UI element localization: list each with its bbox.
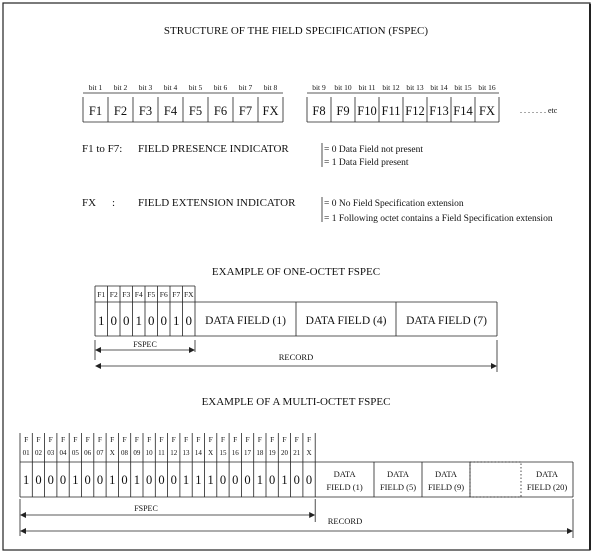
one-bit-value: 1: [98, 313, 105, 328]
field-cell-label: F6: [213, 104, 228, 118]
multi-bit-value: 1: [23, 473, 30, 487]
multi-bit-value: 0: [158, 473, 165, 487]
multi-bit-value: 1: [133, 473, 140, 487]
one-record-arrowhead-right: [491, 363, 497, 369]
ext-val1: = 1 Following octet contains a Field Specification extension: [324, 214, 553, 224]
ext-label: FIELD EXTENSION INDICATOR: [138, 197, 296, 209]
one-bit-value: 1: [173, 313, 180, 328]
multi-bit-value: 0: [244, 473, 251, 487]
one-fspec-arrowhead-left: [95, 347, 101, 353]
one-header-label: FX: [183, 290, 194, 299]
one-header-label: F7: [172, 290, 181, 299]
multi-data-field-line2: FIELD (5): [379, 482, 417, 492]
multi-header-top: F: [306, 435, 312, 444]
one-bit-value: 0: [123, 313, 130, 328]
one-bit-value: 0: [185, 313, 192, 328]
multi-header-bottom: 12: [170, 449, 178, 457]
field-cell-label: F9: [336, 104, 350, 118]
ext-key: FX: [82, 197, 97, 209]
multi-bit-value: 0: [269, 473, 276, 487]
field-cell-label: F1: [88, 104, 103, 118]
multi-header-top: F: [196, 435, 201, 444]
one-fspec-arrowhead-right: [189, 347, 195, 353]
multi-header-top: F: [294, 435, 299, 444]
bit-number-label: bit 5: [188, 83, 203, 92]
one-data-field: DATA FIELD (4): [305, 315, 387, 327]
one-header-label: F4: [134, 290, 143, 299]
multi-octet-title: EXAMPLE OF A MULTI-OCTET FSPEC: [201, 396, 391, 408]
multi-data-field-line1: DATA: [387, 469, 409, 479]
multi-bit-value: 1: [281, 473, 288, 487]
one-fspec-label: FSPEC: [133, 340, 157, 349]
multi-header-top: F: [220, 435, 226, 444]
bit-number-label: bit 10: [334, 83, 352, 92]
multi-header-bottom: 05: [71, 449, 79, 457]
multi-header-bottom: 08: [121, 449, 129, 457]
one-header-label: F1: [97, 290, 106, 299]
multi-bit-value: 0: [305, 473, 313, 487]
multi-header-bottom: 20: [280, 449, 288, 457]
multi-header-bottom: 02: [34, 449, 42, 457]
bit-number-label: bit 15: [454, 83, 472, 92]
multi-header-bottom: 15: [219, 449, 227, 457]
bit-group-1: [83, 83, 283, 122]
field-cell-label: F5: [188, 104, 203, 118]
bit-number-label: bit 11: [358, 83, 376, 92]
multi-header-top: F: [24, 435, 29, 444]
multi-bit-value: 1: [109, 473, 116, 487]
multi-header-top: F: [36, 435, 41, 444]
multi-header-top: F: [60, 435, 66, 444]
multi-record-label: RECORD: [327, 516, 363, 526]
bit-number-label: bit 2: [113, 83, 128, 92]
multi-header-bottom: 11: [158, 449, 165, 457]
bit-number-label: bit 6: [213, 83, 228, 92]
multi-data-field-line1: DATA: [333, 469, 356, 479]
multi-header-top: F: [97, 435, 103, 444]
multi-header-top: F: [147, 435, 152, 444]
bit-number-label: bit 13: [406, 83, 424, 92]
multi-bit-value: 0: [293, 473, 300, 487]
bit-number-label: bit 8: [263, 83, 278, 92]
multi-header-bottom: X: [208, 449, 214, 457]
multi-bit-value: 0: [59, 473, 67, 487]
multi-header-bottom: 01: [22, 449, 30, 457]
bit-number-label: bit 14: [430, 83, 448, 92]
multi-header-bottom: 10: [145, 449, 153, 457]
multi-header-bottom: 19: [268, 449, 276, 457]
one-data-field: DATA FIELD (7): [406, 315, 487, 327]
one-header-label: F3: [122, 290, 131, 299]
multi-data-field-line2: FIELD (20): [526, 482, 568, 492]
multi-fspec-label: FSPEC: [134, 504, 158, 513]
multi-bit-value: 0: [219, 473, 227, 487]
multi-ellipsis-field: [470, 462, 521, 497]
field-cell-label: F4: [163, 104, 178, 118]
multi-bit-value: 1: [182, 473, 190, 487]
one-bit-value: 0: [110, 313, 117, 328]
bit-number-label: bit 7: [238, 83, 253, 92]
multi-bit-value: 0: [47, 473, 54, 487]
multi-header-top: F: [122, 435, 127, 444]
multi-header-top: F: [110, 435, 115, 444]
multi-bit-value: 1: [195, 473, 202, 487]
multi-header-top: F: [171, 435, 176, 444]
multi-header-bottom: 14: [194, 449, 202, 457]
multi-fspec-arrowhead-left: [20, 512, 26, 518]
multi-header-bottom: 21: [293, 449, 301, 457]
multi-data-field-line1: DATA: [435, 469, 457, 479]
multi-bit-value: 0: [121, 473, 128, 487]
one-record-arrowhead-left: [95, 363, 101, 369]
field-cell-label: F2: [113, 104, 128, 118]
field-cell-label: FX: [262, 104, 279, 118]
multi-bit-value: 1: [72, 473, 79, 487]
bit-number-label: bit 12: [382, 83, 400, 92]
etc-label: . . . . . . . etc: [520, 106, 558, 115]
multi-header-bottom: 13: [182, 449, 190, 457]
one-octet-title: EXAMPLE OF ONE-OCTET FSPEC: [211, 266, 381, 278]
multi-header-bottom: X: [109, 449, 115, 457]
ext-val0: = 0 No Field Specification extension: [324, 199, 464, 209]
bit-number-label: bit 3: [138, 83, 153, 92]
multi-bit-value: 1: [256, 473, 263, 487]
multi-header-bottom: X: [306, 449, 312, 457]
multi-data-field-line2: FIELD (1): [326, 482, 363, 492]
multi-bit-value: 0: [84, 473, 91, 487]
bit-number-label: bit 1: [88, 83, 103, 92]
presence-val1: = 1 Data Field present: [324, 158, 409, 168]
page-title: STRUCTURE OF THE FIELD SPECIFICATION (FSPEC): [163, 25, 429, 37]
one-bit-value: 0: [160, 313, 167, 328]
legend: [82, 143, 553, 224]
multi-bit-value: 0: [170, 473, 177, 487]
field-cell-label: FX: [479, 104, 495, 118]
ext-colon: :: [112, 197, 116, 209]
multi-bit-value: 1: [207, 473, 214, 487]
one-record-label: RECORD: [278, 352, 314, 362]
bit-number-label: bit 16: [478, 83, 496, 92]
multi-header-bottom: 18: [256, 449, 264, 457]
one-header-label: F2: [109, 290, 118, 299]
field-cell-label: F12: [405, 104, 425, 118]
one-header-label: F6: [159, 290, 168, 299]
field-cell-label: F8: [312, 104, 326, 118]
multi-header-top: F: [282, 435, 287, 444]
multi-header-top: F: [233, 435, 238, 444]
multi-header-bottom: 04: [59, 449, 67, 457]
multi-octet-example: [20, 433, 573, 538]
bit-number-label: bit 9: [312, 83, 326, 92]
bit-group-2: [307, 83, 499, 122]
multi-fspec-arrowhead-right: [309, 512, 315, 518]
presence-key: F1 to F7:: [82, 143, 123, 155]
multi-header-bottom: 03: [47, 449, 55, 457]
multi-header-top: F: [270, 435, 275, 444]
multi-record-arrowhead-left: [20, 528, 26, 534]
one-bit-value: 0: [148, 313, 155, 328]
one-octet-example: [95, 286, 497, 372]
one-bit-value: 1: [135, 313, 142, 328]
multi-header-bottom: 07: [96, 449, 104, 457]
field-cell-label: F3: [138, 104, 153, 118]
multi-header-top: F: [245, 435, 250, 444]
multi-record-arrowhead-right: [567, 528, 573, 534]
field-cell-label: F13: [429, 104, 449, 118]
one-data-field: DATA FIELD (1): [205, 315, 286, 327]
multi-header-bottom: 16: [231, 449, 239, 457]
multi-header-top: F: [208, 435, 213, 444]
presence-label: FIELD PRESENCE INDICATOR: [138, 143, 289, 155]
multi-data-field-line1: DATA: [536, 469, 558, 479]
multi-header-top: F: [257, 435, 262, 444]
multi-header-top: F: [159, 435, 164, 444]
multi-header-top: F: [183, 435, 189, 444]
multi-header-bottom: 09: [133, 449, 141, 457]
multi-header-bottom: 06: [84, 449, 92, 457]
multi-data-field-line2: FIELD (9): [427, 482, 465, 492]
field-cell-label: F11: [381, 104, 401, 118]
multi-header-bottom: 17: [244, 449, 252, 457]
field-cell-label: F14: [453, 104, 473, 118]
multi-header-top: F: [73, 435, 78, 444]
multi-header-top: F: [48, 435, 53, 444]
multi-bit-value: 0: [96, 473, 104, 487]
one-header-label: F5: [147, 290, 156, 299]
multi-bit-value: 0: [232, 473, 239, 487]
multi-bit-value: 0: [146, 473, 153, 487]
bit-number-label: bit 4: [163, 83, 178, 92]
multi-bit-value: 0: [35, 473, 42, 487]
multi-header-top: F: [134, 435, 139, 444]
field-cell-label: F10: [357, 104, 377, 118]
presence-val0: = 0 Data Field not present: [324, 145, 424, 155]
multi-header-top: F: [85, 435, 90, 444]
field-cell-label: F7: [238, 104, 253, 118]
